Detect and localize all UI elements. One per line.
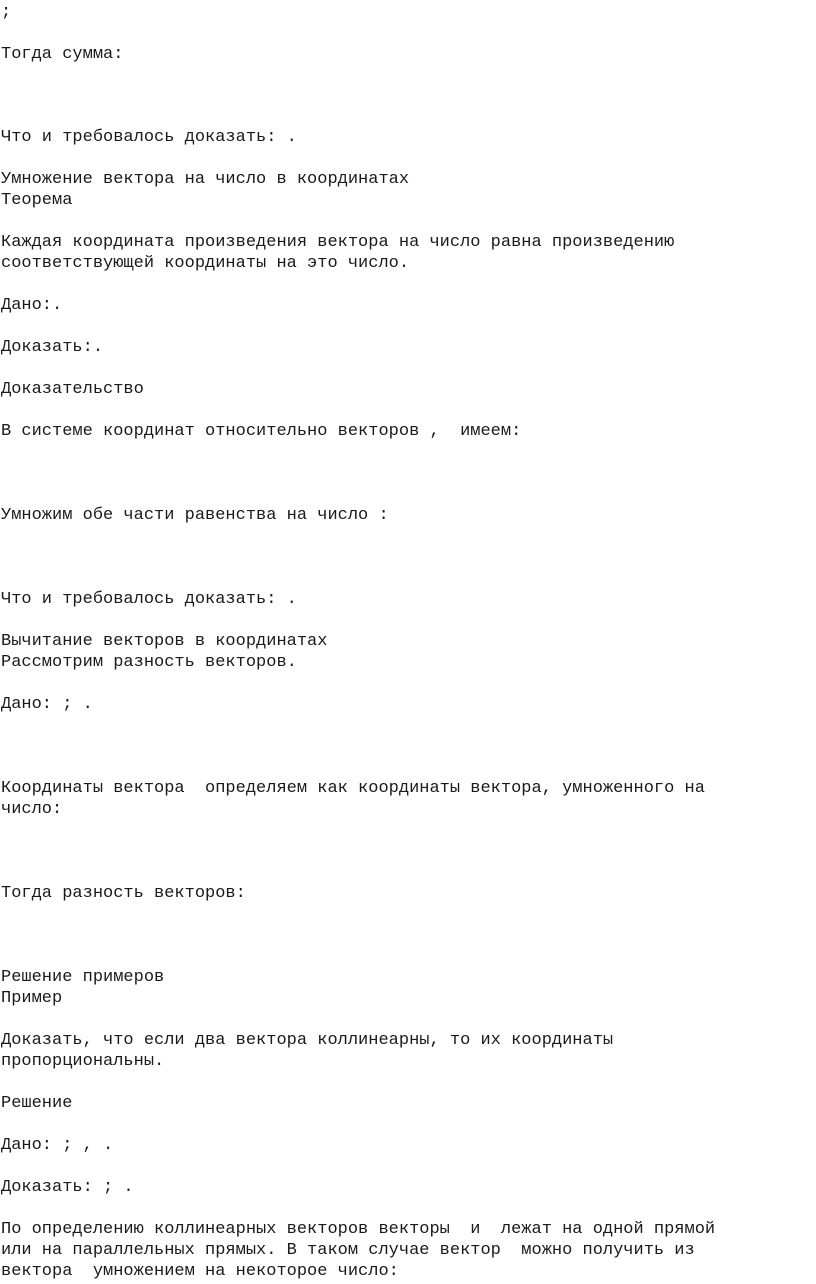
- text-line: Дано:.: [1, 296, 63, 315]
- text-line: вектора умножением на некоторое число:: [1, 1262, 399, 1281]
- text-line: Доказательство: [1, 380, 144, 399]
- text-line: Что и требовалось доказать: .: [1, 590, 297, 609]
- text-line: Пример: [1, 989, 63, 1008]
- text-line: пропорциональны.: [1, 1052, 165, 1071]
- text-line: или на параллельных прямых. В таком случае вектор можно получить из: [1, 1241, 695, 1260]
- text-line: Доказать:.: [1, 338, 104, 357]
- text-line: По определению коллинеарных векторов векторы и лежат на одной прямой: [1, 1220, 716, 1239]
- text-line: Умножим обе части равенства на число :: [1, 506, 389, 525]
- text-line: Доказать, что если два вектора коллинеарны, то их координаты: [1, 1031, 614, 1050]
- section-heading: Вычитание векторов в координатах: [1, 632, 328, 651]
- text-line: Тогда сумма:: [1, 45, 124, 64]
- text-line: Дано: ; , .: [1, 1136, 114, 1155]
- text-line: соответствующей координаты на это число.: [1, 254, 410, 273]
- section-heading: Умножение вектора на число в координатах: [1, 170, 410, 189]
- text-line: число:: [1, 800, 63, 819]
- text-line: Координаты вектора определяем как координаты вектора, умноженного на: [1, 779, 705, 798]
- text-line: Рассмотрим разность векторов.: [1, 653, 297, 672]
- section-heading: Решение примеров: [1, 968, 165, 987]
- text-line: Каждая координата произведения вектора на число равна произведению: [1, 233, 675, 252]
- text-line: В системе координат относительно векторов , имеем:: [1, 422, 522, 441]
- text-line: ;: [1, 3, 12, 22]
- text-line: Решение: [1, 1094, 73, 1113]
- text-line: Тогда разность векторов:: [1, 884, 246, 903]
- text-line: Доказать: ; .: [1, 1178, 134, 1197]
- text-line: Теорема: [1, 191, 73, 210]
- text-line: Что и требовалось доказать: .: [1, 128, 297, 147]
- text-line: Дано: ; .: [1, 695, 93, 714]
